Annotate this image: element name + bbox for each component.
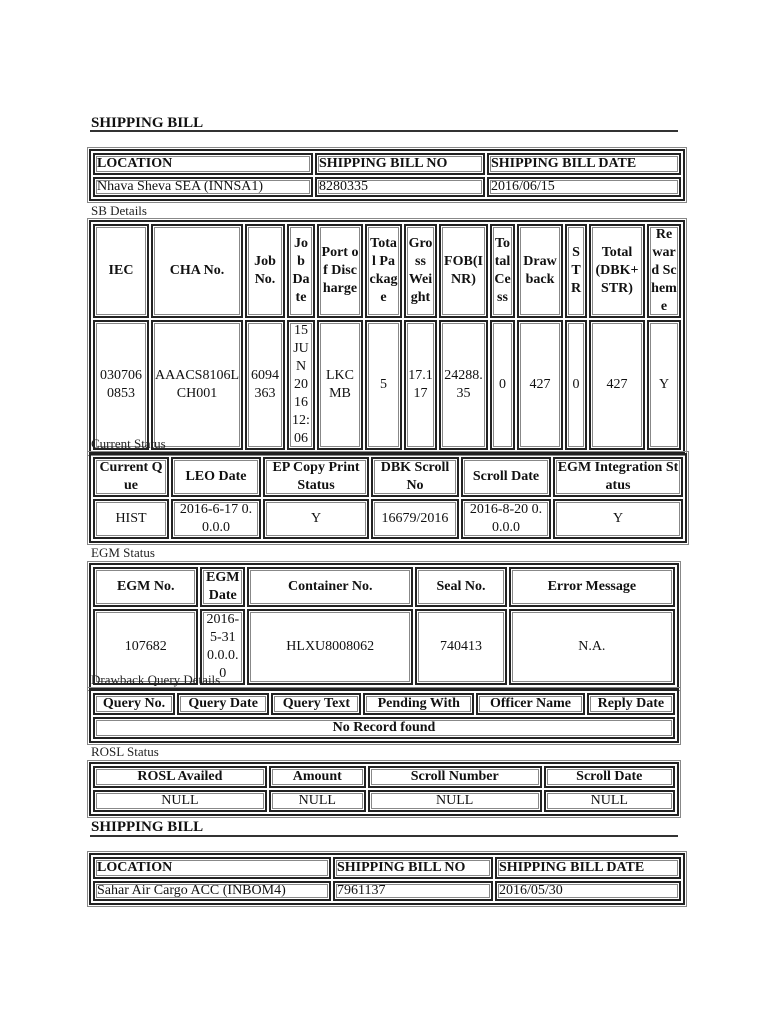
egm-date-header: EGM Date: [200, 567, 245, 607]
egm-integration-status-value: Y: [553, 499, 683, 539]
scroll-date-header: Scroll Date: [461, 457, 551, 497]
location-value-2: Sahar Air Cargo ACC (INBOM4): [93, 881, 331, 901]
sbdate-value: 2016/06/15: [487, 177, 681, 197]
egm-no-value: 107682: [93, 609, 198, 685]
port-of-discharge-header: Port of Discharge: [317, 224, 363, 318]
job-no-header: Job No.: [245, 224, 285, 318]
drawback-header: Drawback: [517, 224, 563, 318]
job-date-header: Job Date: [287, 224, 315, 318]
no-record-message: No Record found: [93, 717, 675, 739]
iec-header: IEC: [93, 224, 149, 318]
sbno-header-2: SHIPPING BILL NO: [333, 857, 493, 879]
sbno-header: SHIPPING BILL NO: [315, 153, 485, 175]
str-value: 0: [565, 320, 587, 450]
shipping-bill-table: [89, 149, 685, 201]
scroll-number-value: NULL: [368, 790, 542, 812]
current-que-value: HIST: [93, 499, 169, 539]
query-no-header: Query No.: [93, 693, 175, 715]
port-of-discharge-value: LKCMB: [317, 320, 363, 450]
scroll-number-header: Scroll Number: [368, 766, 542, 788]
amount-value: NULL: [269, 790, 366, 812]
rosl-status-table: [89, 762, 679, 816]
reward-scheme-value: Y: [647, 320, 681, 450]
ep-copy-print-status-header: EP Copy Print Status: [263, 457, 369, 497]
title-rule: [90, 130, 678, 132]
drawback-query-table: [89, 689, 679, 743]
total-cess-value: 0: [490, 320, 515, 450]
title-rule-2: [90, 835, 678, 837]
location-header-2: LOCATION: [93, 857, 331, 879]
container-no-value: HLXU8008062: [247, 609, 413, 685]
sbdate-value-2: 2016/05/30: [495, 881, 681, 901]
egm-date-value: 2016-5-31 0.0.0.0: [200, 609, 245, 685]
total-package-value: 5: [365, 320, 402, 450]
total-dbk-str-header: Total (DBK+STR): [589, 224, 645, 318]
egm-no-header: EGM No.: [93, 567, 198, 607]
sb-details-table: [89, 220, 685, 454]
total-cess-header: Total Cess: [490, 224, 515, 318]
shipping-bill-title-2: SHIPPING BILL: [91, 819, 204, 835]
egm-status-table: [89, 563, 679, 689]
reward-scheme-header: Reward Scheme: [647, 224, 681, 318]
rosl-scroll-date-value: NULL: [544, 790, 675, 812]
job-date-value: 15 JUN 2016 12:06: [287, 320, 315, 450]
iec-value: 0307060853: [93, 320, 149, 450]
shipping-bill-title: SHIPPING BILL: [91, 115, 204, 131]
amount-header: Amount: [269, 766, 366, 788]
dbk-scroll-no-value: 16679/2016: [371, 499, 459, 539]
gross-weight-header: Gross Weight: [404, 224, 437, 318]
cha-no-value: AAACS8106LCH001: [151, 320, 243, 450]
egm-integration-status-header: EGM Integration Status: [553, 457, 683, 497]
fob-header: FOB(INR): [439, 224, 488, 318]
location-value: Nhava Sheva SEA (INNSA1): [93, 177, 313, 197]
sb-details-caption: SB Details: [91, 203, 147, 218]
rosl-status-caption: ROSL Status: [91, 744, 159, 759]
egm-status-caption: EGM Status: [91, 545, 155, 560]
sbno-value: 8280335: [315, 177, 485, 197]
sbdate-header-2: SHIPPING BILL DATE: [495, 857, 681, 879]
total-dbk-str-value: 427: [589, 320, 645, 450]
sbno-value-2: 7961137: [333, 881, 493, 901]
leo-date-value: 2016-6-17 0.0.0.0: [171, 499, 261, 539]
query-text-header: Query Text: [271, 693, 361, 715]
seal-no-header: Seal No.: [415, 567, 506, 607]
shipping-bill-table-2: [89, 853, 685, 905]
drawback-value: 427: [517, 320, 563, 450]
cha-no-header: CHA No.: [151, 224, 243, 318]
leo-date-header: LEO Date: [171, 457, 261, 497]
container-no-header: Container No.: [247, 567, 413, 607]
fob-value: 24288.35: [439, 320, 488, 450]
rosl-availed-header: ROSL Availed: [93, 766, 267, 788]
scroll-date-value: 2016-8-20 0.0.0.0: [461, 499, 551, 539]
dbk-scroll-no-header: DBK Scroll No: [371, 457, 459, 497]
current-que-header: Current Que: [93, 457, 169, 497]
officer-name-header: Officer Name: [476, 693, 585, 715]
gross-weight-value: 17.117: [404, 320, 437, 450]
rosl-availed-value: NULL: [93, 790, 267, 812]
seal-no-value: 740413: [415, 609, 506, 685]
sbdate-header: SHIPPING BILL DATE: [487, 153, 681, 175]
str-header: STR: [565, 224, 587, 318]
location-header: LOCATION: [93, 153, 313, 175]
job-no-value: 6094363: [245, 320, 285, 450]
current-status-table: [89, 453, 687, 543]
total-package-header: Total Package: [365, 224, 402, 318]
drawback-query-caption: Drawback Query Details: [91, 672, 221, 687]
pending-with-header: Pending With: [363, 693, 474, 715]
error-message-header: Error Message: [509, 567, 675, 607]
error-message-value: N.A.: [509, 609, 675, 685]
query-date-header: Query Date: [177, 693, 269, 715]
rosl-scroll-date-header: Scroll Date: [544, 766, 675, 788]
ep-copy-print-status-value: Y: [263, 499, 369, 539]
current-status-caption: Current Status: [91, 436, 166, 451]
reply-date-header: Reply Date: [587, 693, 675, 715]
